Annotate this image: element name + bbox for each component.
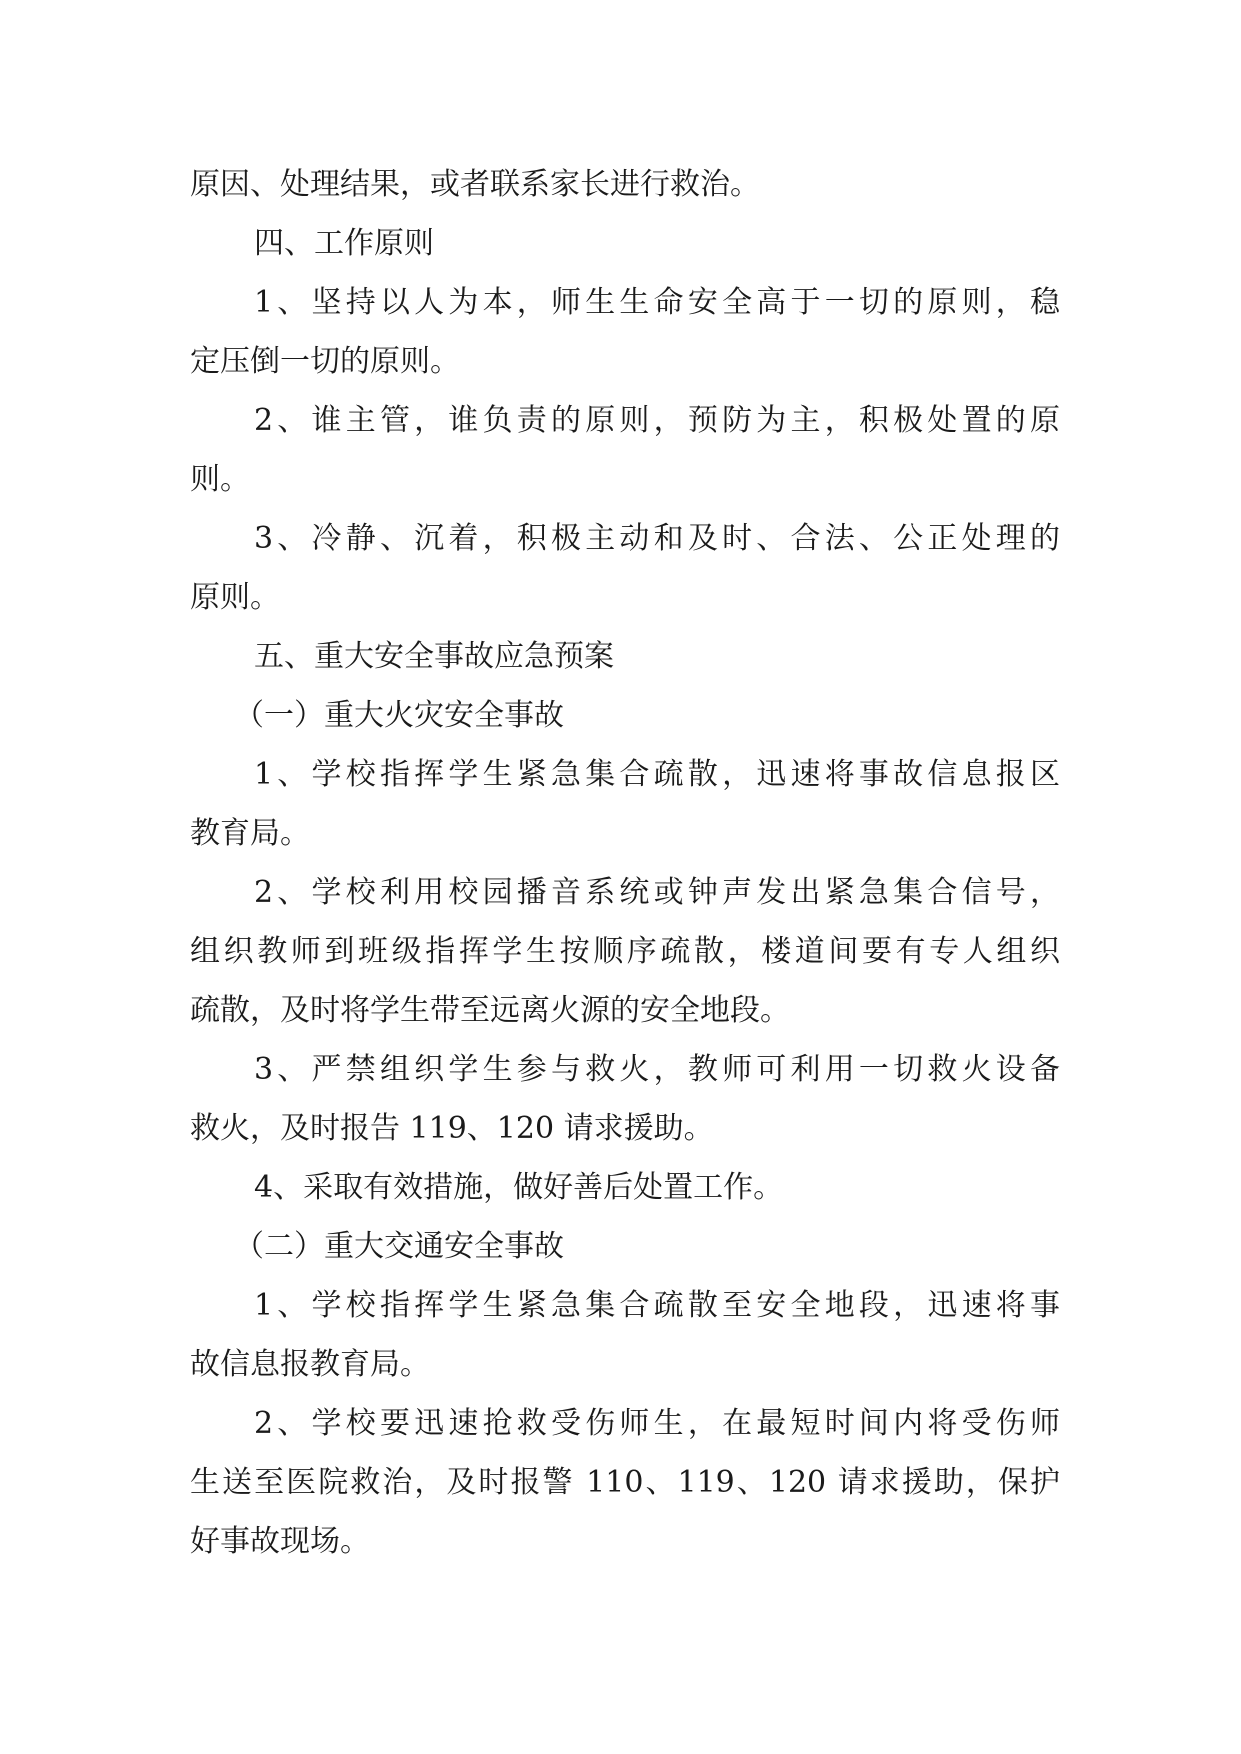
- text-line: 救火，及时报告 119、120 请求援助。: [190, 1111, 714, 1146]
- text-line: 生送至医院救治，及时报警 110、119、120 请求援助，保护: [190, 1465, 1060, 1500]
- text-line: 教育局。: [190, 816, 310, 851]
- text-line: 组织教师到班级指挥学生按顺序疏散，楼道间要有专人组织: [190, 934, 1060, 969]
- text-line: 定压倒一切的原则。: [190, 344, 460, 379]
- document-body: [190, 155, 1060, 1571]
- text-line: 原则。: [190, 580, 280, 615]
- text-line: 2、谁主管，谁负责的原则，预防为主，积极处置的原: [254, 403, 1060, 438]
- text-line: 4、采取有效措施，做好善后处置工作。: [254, 1170, 784, 1205]
- text-line: 原因、处理结果，或者联系家长进行救治。: [190, 167, 760, 202]
- text-line: 疏散，及时将学生带至远离火源的安全地段。: [190, 993, 790, 1028]
- text-line: 则。: [190, 462, 250, 497]
- subsection-heading: （二）重大交通安全事故: [234, 1229, 564, 1264]
- text-line: 1、坚持以人为本，师生生命安全高于一切的原则，稳: [254, 285, 1060, 320]
- text-line: 1、学校指挥学生紧急集合疏散，迅速将事故信息报区: [254, 757, 1060, 792]
- text-line: 好事故现场。: [190, 1524, 370, 1559]
- section-heading: 四、工作原则: [254, 226, 434, 261]
- text-line: 2、学校要迅速抢救受伤师生，在最短时间内将受伤师: [254, 1406, 1060, 1441]
- text-line: 1、学校指挥学生紧急集合疏散至安全地段，迅速将事: [254, 1288, 1060, 1323]
- text-line: 3、冷静、沉着，积极主动和及时、合法、公正处理的: [254, 521, 1060, 556]
- section-heading: 五、重大安全事故应急预案: [254, 639, 614, 674]
- text-line: 2、学校利用校园播音系统或钟声发出紧急集合信号，: [254, 875, 1060, 910]
- text-line: 3、严禁组织学生参与救火，教师可利用一切救火设备: [254, 1052, 1060, 1087]
- subsection-heading: （一）重大火灾安全事故: [234, 698, 564, 733]
- text-line: 故信息报教育局。: [190, 1347, 430, 1382]
